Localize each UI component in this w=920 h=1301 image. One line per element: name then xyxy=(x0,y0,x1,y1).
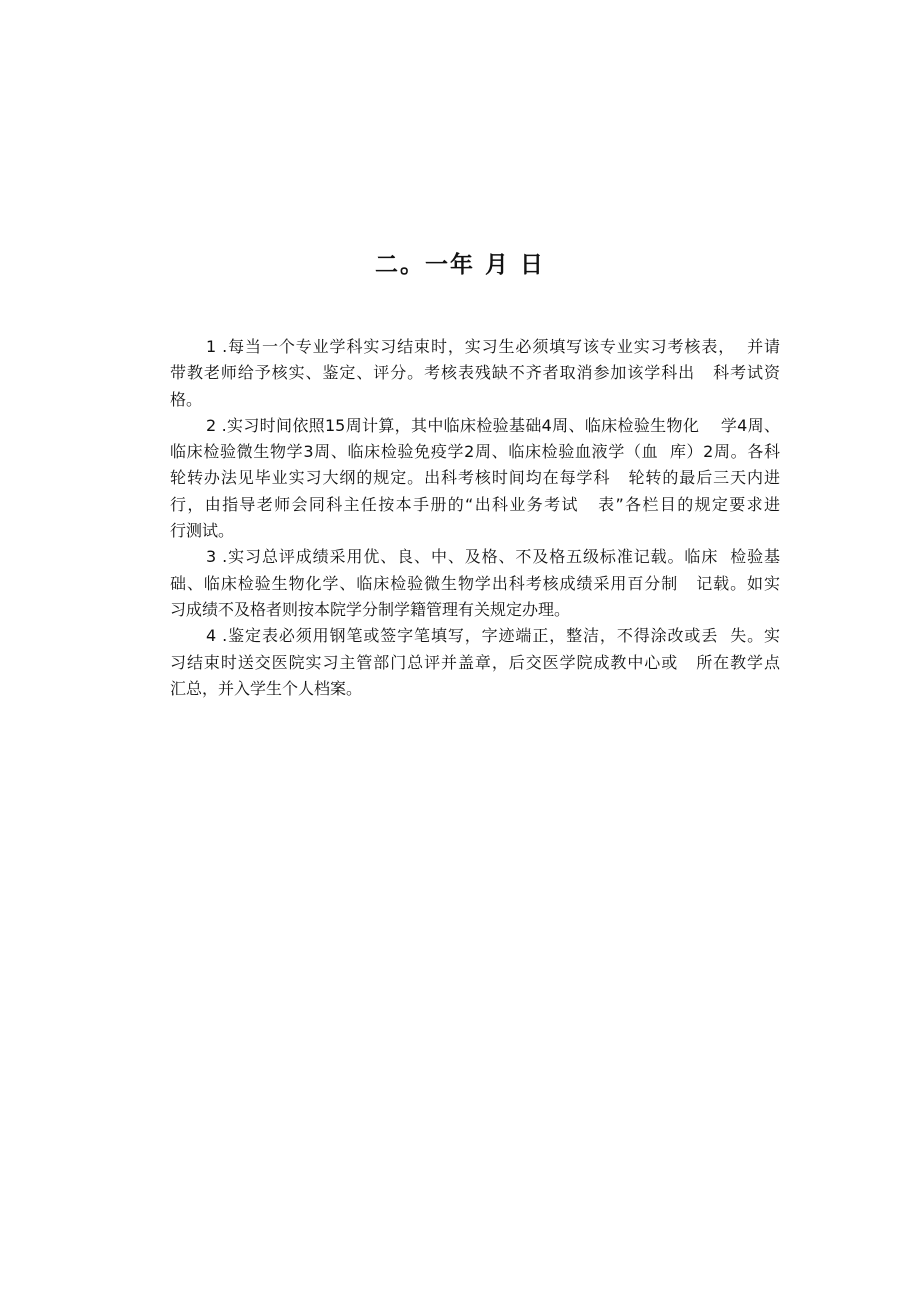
text-line: 4 .鉴定表必须用钢笔或签字笔填写，字迹端正，整洁，不得涂改或丢 失。实 xyxy=(206,626,780,646)
text-line: 轮转办法见毕业实习大纲的规定。出科考核时间均在每学科 轮转的最后三天内进 xyxy=(170,468,780,488)
text-line: 习成绩不及格者则按本院学分制学籍管理有关规定办理。 xyxy=(170,599,571,619)
instruction-item-4 xyxy=(170,623,780,702)
date-heading: 二。一年 月 日 xyxy=(374,252,545,278)
instruction-item-2 xyxy=(170,413,780,544)
text-line: 3 .实习总评成绩采用优、良、中、及格、不及格五级标准记载。临床 检验基 xyxy=(206,547,780,567)
instructions-body xyxy=(170,334,780,702)
text-line: 础、临床检验生物化学、临床检验微生物学出科考核成绩采用百分制 记载。如实 xyxy=(170,573,780,593)
text-line: 带教老师给予核实、鉴定、评分。考核表残缺不齐者取消参加该学科出 科考试资 xyxy=(170,363,780,383)
text-line: 习结束时送交医院实习主管部门总评并盖章，后交医学院成教中心或 所在教学点 xyxy=(170,652,780,672)
text-line: 行测试。 xyxy=(170,521,235,541)
text-line: 行，由指导老师会同科主任按本手册的“出科业务考试 表”各栏目的规定要求进 xyxy=(170,494,780,514)
instruction-item-3 xyxy=(170,544,780,623)
text-line: 1 .每当一个专业学科实习结束时，实习生必须填写该专业实习考核表， 并请 xyxy=(206,337,780,356)
text-line: 2 .实习时间依照15周计算，其中临床检验基础4周、临床检验生物化 学4周、 xyxy=(206,415,780,435)
text-line: 格。 xyxy=(170,389,203,409)
text-line: 汇总，并入学生个人档案。 xyxy=(170,678,363,698)
instruction-item-1 xyxy=(170,334,780,413)
text-line: 临床检验微生物学3周、临床检验免疫学2周、临床检验血液学（血 库）2周。各科 xyxy=(170,442,780,462)
